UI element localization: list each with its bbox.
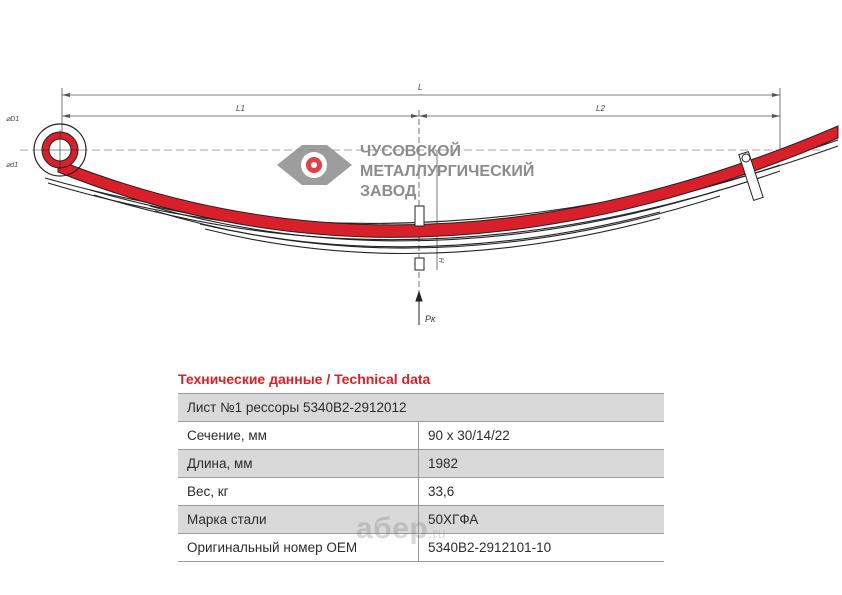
load-arrow — [416, 292, 422, 325]
spec-value: 1982 — [419, 450, 665, 478]
site-watermark — [356, 512, 446, 546]
watermark-text: aбер — [356, 512, 429, 545]
spec-value: 33,6 — [419, 478, 665, 506]
spec-value: 50ХГФА — [419, 506, 665, 534]
dim-label-D1: ⌀D1 — [6, 116, 20, 123]
spec-value: 90 х 30/14/22 — [419, 422, 665, 450]
dim-label-L2: L2 — [596, 104, 605, 113]
spec-key: Марка стали — [178, 506, 419, 534]
watermark-suffix: .ru — [428, 525, 447, 541]
dimension-arrows — [62, 93, 780, 118]
spec-key: Длина, мм — [178, 450, 419, 478]
logo-line-3: ЗАВОД — [360, 183, 417, 200]
table-row — [178, 450, 664, 478]
dim-label-H: H — [439, 257, 446, 263]
spec-value: 5340В2-2912101-10 — [419, 534, 665, 562]
dim-label-L: L — [418, 83, 423, 92]
factory-logo — [277, 145, 352, 185]
table-row — [178, 422, 664, 450]
center-bolt — [415, 206, 424, 270]
dim-label-L1: L1 — [236, 104, 245, 113]
logo-line-1: ЧУСОВСКОЙ — [360, 143, 462, 160]
spec-key: Сечение, мм — [178, 422, 419, 450]
logo-line-2: МЕТАЛЛУРГИЧЕСКИЙ — [360, 163, 535, 180]
load-label: Pк — [425, 314, 436, 324]
table-title: Технические данные / Technical data — [178, 371, 431, 387]
dim-label-d1: ⌀d1 — [6, 162, 19, 169]
table-header-row — [178, 394, 664, 422]
spec-key: Вес, кг — [178, 478, 419, 506]
spec-key: Оригинальный номер OEM — [178, 534, 419, 562]
spring-eye — [34, 124, 86, 176]
table-header: Лист №1 рессоры 5340В2-2912012 — [178, 394, 664, 422]
table-row — [178, 478, 664, 506]
